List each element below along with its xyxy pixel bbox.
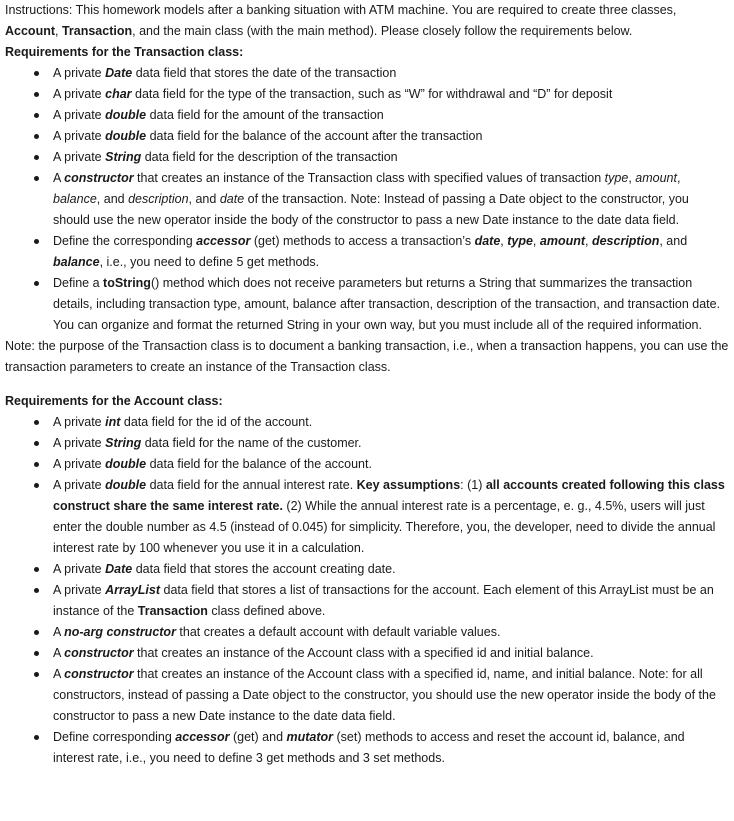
requirement-item <box>53 622 729 643</box>
text-run: , <box>55 24 62 38</box>
transaction-heading: Requirements for the Transaction class: <box>5 45 244 59</box>
text-run: , and <box>659 234 688 248</box>
text-run: , <box>532 234 540 248</box>
emphasis-text: constructor <box>64 171 134 185</box>
text-run: (get) methods to access a transaction’s <box>250 234 475 248</box>
text-run: data field that stores the date of the transaction <box>132 66 397 80</box>
emphasis-text: accessor <box>175 730 230 744</box>
emphasis-text: accessor <box>196 234 251 248</box>
section-spacer <box>5 378 729 391</box>
emphasis-text: balance <box>53 255 100 269</box>
emphasis-text: Transaction <box>61 24 133 38</box>
text-run: , i.e., you need to define 5 get methods. <box>99 255 320 269</box>
emphasis-text: Account <box>5 24 55 38</box>
text-run: data field for the balance of the account after the transaction <box>146 129 483 143</box>
text-run: (set) methods to access and reset the account id, balance, and interest rate, i.e., you need to define 3 get methods and 3 set methods. <box>53 730 685 765</box>
text-run: , and <box>96 192 129 206</box>
emphasis-text: amount <box>539 234 586 248</box>
text-run: : (1) <box>460 478 486 492</box>
text-run: A private <box>53 562 106 576</box>
emphasis-text: char <box>105 87 132 101</box>
emphasis-text: type <box>507 234 533 248</box>
text-run: A <box>53 171 65 185</box>
text-run: A private <box>53 108 106 122</box>
emphasis-text: double <box>105 457 147 471</box>
text-run: A private <box>53 87 106 101</box>
text-run: A private <box>53 436 106 450</box>
emphasis-text: type <box>604 171 629 185</box>
emphasis-text: constructor <box>64 667 134 681</box>
text-run: data field for the type of the transaction, such as “W” for withdrawal and “D” for deposit <box>131 87 613 101</box>
text-run: A private <box>53 583 106 597</box>
text-run: data field that stores the account creating date. <box>132 562 396 576</box>
text-run: data field for the annual interest rate. <box>146 478 357 492</box>
text-run: of the transaction. Note: Instead of passing a Date object to the constructor, you should use the new operator inside the body of the constructor to pass a new Date instance to the date data field. <box>53 192 689 227</box>
text-run: () method which does not receive parameters but returns a String that summarizes the transaction details, including transaction type, amount, balance after transaction, description of the transaction, and transaction date. You can organize and format the returned String in your own way, but you must include all of the required information. <box>53 276 721 332</box>
emphasis-text: date <box>474 234 501 248</box>
emphasis-text: description <box>591 234 660 248</box>
emphasis-text: mutator <box>286 730 334 744</box>
text-run: that creates a default account with default variable values. <box>175 625 501 639</box>
emphasis-text: date <box>219 192 245 206</box>
text-run: , and <box>188 192 220 206</box>
emphasis-text: Transaction <box>137 604 208 618</box>
text-run: data field that stores a list of transactions for the account. Each element of this ArrayList must be an instance of the <box>53 583 714 618</box>
text-run: , <box>628 171 636 185</box>
emphasis-text: balance <box>53 192 97 206</box>
requirement-item <box>53 580 729 622</box>
text-run: data field for the name of the customer. <box>141 436 362 450</box>
emphasis-text: all accounts created following this class construct share the same interest rate. <box>53 478 725 513</box>
text-run: , and the main class (with the main method). Please closely follow the requirements below. <box>132 24 633 38</box>
emphasis-text: Key assumptions <box>356 478 461 492</box>
text-run: that creates an instance of the Transaction class with specified values of transaction <box>133 171 605 185</box>
text-run: , <box>585 234 592 248</box>
text-run: (2) While the annual interest rate is a percentage, e. g., 4.5%, users will just enter the double number as 4.5 (instead of 0.045) for simplicity. Therefore, you, the developer, need to divide the annual interest rate by 100 whenever you use it in a calculation. <box>53 499 716 555</box>
emphasis-text: no-arg constructor <box>64 625 176 639</box>
requirement-item <box>53 168 729 231</box>
text-run: Define the corresponding <box>53 234 197 248</box>
account-requirements-list <box>5 412 729 769</box>
requirement-item <box>53 454 729 475</box>
text-run: data field for the id of the account. <box>120 415 313 429</box>
text-run: data field for the amount of the transaction <box>146 108 384 122</box>
instructions-paragraph <box>5 0 729 42</box>
requirement-item <box>53 273 729 336</box>
text-run: A private <box>53 415 106 429</box>
text-run: , <box>500 234 508 248</box>
requirement-item <box>53 63 729 84</box>
text-run: (get) and <box>229 730 287 744</box>
requirement-item <box>53 433 729 454</box>
text-run: , <box>676 171 681 185</box>
emphasis-text: String <box>105 436 142 450</box>
text-run: A private <box>53 66 106 80</box>
requirement-item <box>53 727 729 769</box>
requirement-item <box>53 105 729 126</box>
text-run: class defined above. <box>207 604 326 618</box>
account-heading: Requirements for the Account class: <box>5 394 223 408</box>
text-run: A private <box>53 478 106 492</box>
text-run: A private <box>53 457 106 471</box>
emphasis-text: amount <box>635 171 677 185</box>
emphasis-text: toString <box>103 276 151 290</box>
emphasis-text: double <box>105 129 147 143</box>
requirement-item <box>53 412 729 433</box>
emphasis-text: Date <box>105 66 133 80</box>
emphasis-text: ArrayList <box>105 583 161 597</box>
emphasis-text: int <box>105 415 121 429</box>
text-run: Define corresponding <box>53 730 176 744</box>
emphasis-text: String <box>105 150 142 164</box>
text-run: A <box>53 646 65 660</box>
text-run: data field for the description of the transaction <box>141 150 398 164</box>
requirement-item <box>53 84 729 105</box>
requirement-item <box>53 231 729 273</box>
text-run: data field for the balance of the account. <box>146 457 372 471</box>
transaction-note: Note: the purpose of the Transaction class is to document a banking transaction, i.e., when a transaction happens, you can use the transaction parameters to create an instance of the Transaction class. <box>5 339 729 374</box>
emphasis-text: double <box>105 478 147 492</box>
transaction-requirements-list <box>5 63 729 336</box>
text-run: that creates an instance of the Account class with a specified id, name, and initial balance. Note: for all constructors, instead of passing a Date object to the constructor, you should use the new operator inside the body of the constructor to pass a new Date instance to the date data field. <box>53 667 716 723</box>
requirement-item <box>53 643 729 664</box>
requirement-item <box>53 147 729 168</box>
requirement-item <box>53 126 729 147</box>
requirement-item <box>53 664 729 727</box>
text-run: A <box>53 625 65 639</box>
text-run: Instructions: This homework models after a banking situation with ATM machine. You are required to create three classes, <box>5 3 677 17</box>
text-run: A private <box>53 129 106 143</box>
requirement-item <box>53 559 729 580</box>
text-run: A <box>53 667 65 681</box>
text-run: that creates an instance of the Account class with a specified id and initial balance. <box>133 646 594 660</box>
text-run: A private <box>53 150 106 164</box>
requirement-item <box>53 475 729 559</box>
emphasis-text: description <box>128 192 189 206</box>
emphasis-text: Date <box>105 562 133 576</box>
emphasis-text: constructor <box>64 646 134 660</box>
text-run: Define a <box>53 276 104 290</box>
emphasis-text: double <box>105 108 147 122</box>
